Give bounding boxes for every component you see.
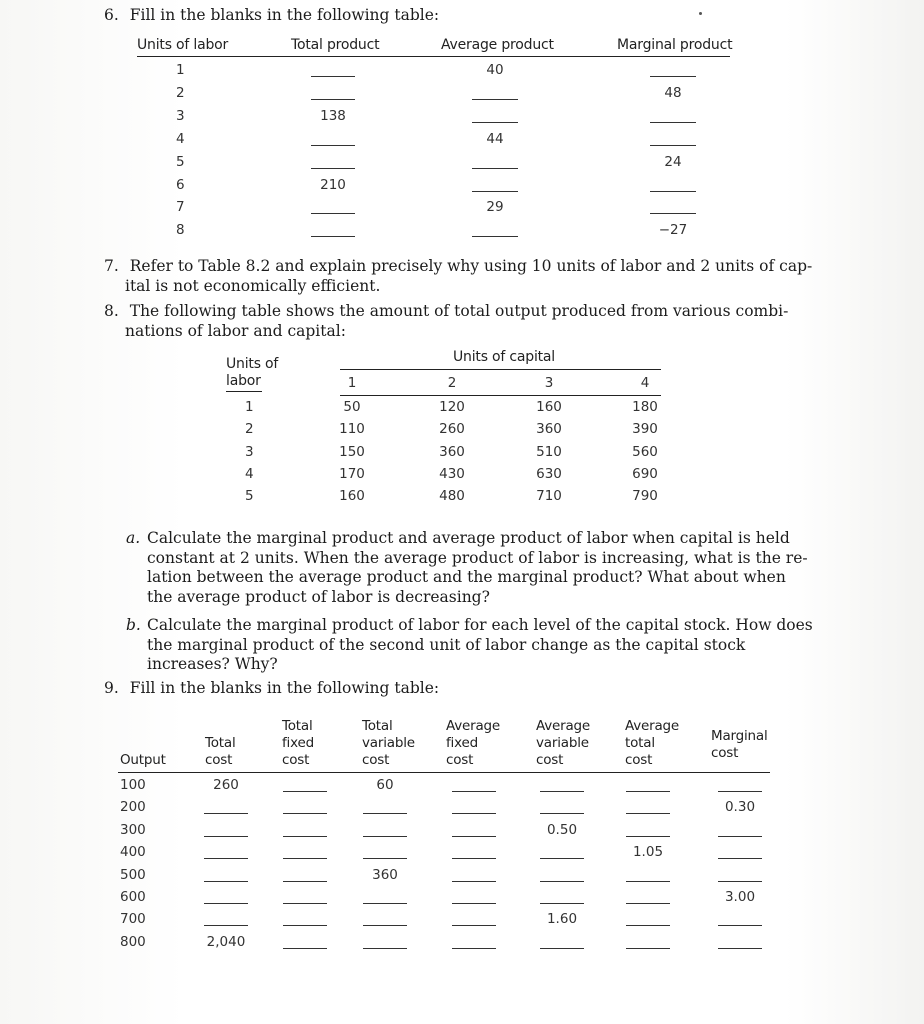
q8-output-cell: 170 bbox=[339, 465, 365, 482]
q9-average-total-cost-blank bbox=[626, 925, 670, 926]
q6-labor-cell: 2 bbox=[176, 84, 185, 101]
question-6-prompt bbox=[104, 5, 439, 25]
q9-total-fixed-cost-blank bbox=[283, 903, 327, 904]
q9-total-cost-blank bbox=[204, 881, 248, 882]
q6-average-cell: 44 bbox=[486, 130, 504, 147]
q8-column-rule bbox=[340, 395, 661, 396]
q9-total-variable-cost-blank bbox=[363, 836, 407, 837]
q9-total-fixed-cost-blank bbox=[283, 858, 327, 859]
question-8b-line: the marginal product of the second unit of labor change as the capital stock bbox=[147, 635, 746, 654]
q9-output-cell: 300 bbox=[120, 821, 146, 838]
q6-marginal-cell: 48 bbox=[664, 84, 682, 101]
question-8b-line: Calculate the marginal product of labor for each level of the capital stock. How does bbox=[147, 616, 813, 634]
q9-average-fixed-cost-blank bbox=[452, 925, 496, 926]
q9-header-total-fixed-cost: fixed bbox=[282, 735, 314, 751]
q8-labor-rule bbox=[226, 391, 262, 392]
q9-marginal-cost-blank bbox=[718, 836, 762, 837]
q9-header-total-cost: Total bbox=[205, 735, 236, 751]
q9-total-fixed-cost-blank bbox=[283, 836, 327, 837]
q6-average-blank bbox=[472, 122, 518, 123]
q6-labor-cell: 7 bbox=[176, 199, 185, 216]
q8-header-units-of: Units of bbox=[226, 356, 279, 372]
q6-total-blank bbox=[311, 213, 355, 214]
q9-total-variable-cost-blank bbox=[363, 948, 407, 949]
question-7-prompt bbox=[104, 256, 812, 276]
q9-average-fixed-cost-blank bbox=[452, 903, 496, 904]
q9-total-cost-blank bbox=[204, 858, 248, 859]
q9-header-average-total-cost: total bbox=[625, 735, 655, 751]
q9-average-fixed-cost-blank bbox=[452, 881, 496, 882]
q9-header-average-total-cost: Average bbox=[625, 718, 680, 734]
q8-capital-column-header: 1 bbox=[347, 375, 357, 391]
question-8a-line: the average product of labor is decreasing? bbox=[147, 587, 490, 606]
q6-labor-cell: 3 bbox=[176, 107, 185, 124]
q9-header-average-total-cost: cost bbox=[625, 752, 653, 768]
q8-header-units-of-capital: Units of capital bbox=[453, 349, 555, 365]
q9-average-variable-cost-blank bbox=[540, 791, 584, 792]
q6-average-blank bbox=[472, 236, 518, 237]
q6-labor-cell: 6 bbox=[176, 176, 185, 193]
question-9-text: Fill in the blanks in the following table: bbox=[129, 679, 440, 697]
q9-average-variable-cost-cell: 0.50 bbox=[546, 821, 578, 838]
q9-header-average-fixed-cost: cost bbox=[446, 752, 474, 768]
q9-output-cell: 700 bbox=[120, 911, 146, 928]
q9-marginal-cost-blank bbox=[718, 881, 762, 882]
q6-total-blank bbox=[311, 168, 355, 169]
q8-labor-cell: 5 bbox=[245, 488, 254, 505]
q9-average-total-cost-blank bbox=[626, 948, 670, 949]
q9-header-marginal-cost: cost bbox=[711, 745, 739, 761]
q9-total-fixed-cost-blank bbox=[283, 881, 327, 882]
q9-marginal-cost-blank bbox=[718, 925, 762, 926]
q9-average-total-cost-blank bbox=[626, 791, 670, 792]
q8-labor-cell: 4 bbox=[245, 465, 254, 482]
q6-total-blank bbox=[311, 99, 355, 100]
page-speck bbox=[699, 12, 702, 15]
question-8a-line: constant at 2 units. When the average product of labor is increasing, what is the re- bbox=[147, 548, 808, 567]
q8-capital-column-header: 4 bbox=[640, 375, 650, 391]
q9-total-variable-cost-blank bbox=[363, 813, 407, 814]
q8-output-cell: 180 bbox=[632, 399, 658, 415]
q6-header-rule bbox=[137, 56, 730, 57]
q9-marginal-cost-blank bbox=[718, 791, 762, 792]
q8-output-cell: 110 bbox=[339, 421, 365, 438]
question-8b-label: b. bbox=[126, 616, 141, 634]
q9-average-total-cost-blank bbox=[626, 836, 670, 837]
q6-average-cell: 29 bbox=[486, 199, 504, 216]
q8-output-cell: 430 bbox=[439, 465, 465, 482]
q8-output-cell: 480 bbox=[439, 488, 465, 505]
q9-total-variable-cost-blank bbox=[363, 903, 407, 904]
q6-average-blank bbox=[472, 99, 518, 100]
q9-average-variable-cost-blank bbox=[540, 903, 584, 904]
question-8a-label: a. bbox=[126, 529, 141, 547]
question-8a-line: lation between the average product and the marginal product? What about when bbox=[147, 568, 786, 586]
question-8-line-1: The following table shows the amount of total output produced from various combi- bbox=[129, 302, 789, 320]
q9-header-total-variable-cost: Total bbox=[362, 718, 393, 734]
q8-output-cell: 790 bbox=[632, 488, 658, 505]
question-8b-line: increases? Why? bbox=[147, 655, 278, 673]
question-7-number: 7. bbox=[104, 257, 119, 275]
q8-output-cell: 710 bbox=[536, 488, 562, 505]
q9-header-average-variable-cost: cost bbox=[536, 752, 564, 768]
question-7-line-1: Refer to Table 8.2 and explain precisely why using 10 units of labor and 2 units of cap- bbox=[129, 257, 813, 275]
q6-labor-cell: 1 bbox=[176, 62, 185, 78]
q8-output-cell: 50 bbox=[343, 399, 361, 415]
question-9-number: 9. bbox=[104, 679, 119, 697]
q6-marginal-cell: 24 bbox=[664, 153, 682, 170]
q9-average-total-cost-blank bbox=[626, 881, 670, 882]
q6-header-units-of-labor: Units of labor bbox=[137, 37, 229, 53]
q9-marginal-cost-blank bbox=[718, 948, 762, 949]
q6-labor-cell: 4 bbox=[176, 130, 185, 147]
q9-header-average-fixed-cost: fixed bbox=[446, 735, 478, 751]
q6-marginal-blank bbox=[650, 76, 696, 77]
q8-labor-cell: 1 bbox=[245, 399, 254, 415]
q9-average-variable-cost-blank bbox=[540, 881, 584, 882]
q8-header-labor: labor bbox=[226, 373, 261, 389]
question-8-line-2: nations of labor and capital: bbox=[125, 322, 346, 340]
q9-average-fixed-cost-blank bbox=[452, 836, 496, 837]
q9-marginal-cost-cell: 3.00 bbox=[724, 889, 756, 905]
q9-average-total-cost-blank bbox=[626, 813, 670, 814]
q6-labor-cell: 5 bbox=[176, 153, 185, 170]
q9-average-variable-cost-blank bbox=[540, 858, 584, 859]
q9-average-fixed-cost-blank bbox=[452, 813, 496, 814]
question-8-prompt bbox=[104, 301, 788, 321]
q6-header-average-product: Average product bbox=[441, 37, 554, 53]
q9-average-fixed-cost-blank bbox=[452, 948, 496, 949]
q8-output-cell: 260 bbox=[439, 421, 465, 438]
q9-total-cost-blank bbox=[204, 925, 248, 926]
q6-marginal-blank bbox=[650, 145, 696, 146]
q9-header-total-variable-cost: cost bbox=[362, 752, 390, 768]
q9-average-variable-cost-blank bbox=[540, 948, 584, 949]
question-6-text: Fill in the blanks in the following table: bbox=[129, 6, 440, 24]
q9-output-cell: 800 bbox=[120, 933, 146, 950]
q8-labor-cell: 3 bbox=[245, 443, 254, 460]
q6-total-blank bbox=[311, 236, 355, 237]
q9-total-cost-cell: 2,040 bbox=[206, 933, 246, 950]
q9-total-variable-cost-cell: 360 bbox=[372, 866, 398, 883]
q9-header-total-cost: cost bbox=[205, 752, 233, 768]
q9-header-total-fixed-cost: cost bbox=[282, 752, 310, 768]
q9-marginal-cost-blank bbox=[718, 858, 762, 859]
q6-average-cell: 40 bbox=[486, 62, 504, 78]
q9-average-variable-cost-blank bbox=[540, 813, 584, 814]
q6-total-blank bbox=[311, 76, 355, 77]
q8-labor-cell: 2 bbox=[245, 421, 254, 438]
question-6-number: 6. bbox=[104, 6, 119, 24]
q6-marginal-blank bbox=[650, 122, 696, 123]
q8-output-cell: 560 bbox=[632, 443, 658, 460]
q8-capital-rule bbox=[340, 369, 661, 370]
q8-output-cell: 630 bbox=[536, 465, 562, 482]
q6-marginal-blank bbox=[650, 213, 696, 214]
question-7-line-2: ital is not economically efficient. bbox=[125, 277, 381, 295]
q9-total-fixed-cost-blank bbox=[283, 948, 327, 949]
q9-average-variable-cost-cell: 1.60 bbox=[546, 911, 578, 928]
q8-output-cell: 120 bbox=[439, 399, 465, 415]
q8-output-cell: 690 bbox=[632, 465, 658, 482]
q9-header-average-variable-cost: variable bbox=[536, 735, 589, 751]
question-8a-line: Calculate the marginal product and average product of labor when capital is held bbox=[147, 529, 790, 547]
q9-output-cell: 200 bbox=[120, 799, 146, 816]
q8-capital-column-header: 3 bbox=[544, 375, 554, 391]
q9-output-cell: 400 bbox=[120, 844, 146, 861]
q6-average-blank bbox=[472, 191, 518, 192]
question-9-prompt bbox=[104, 678, 439, 698]
q9-total-variable-cost-cell: 60 bbox=[376, 777, 394, 793]
q6-average-blank bbox=[472, 168, 518, 169]
q9-average-fixed-cost-blank bbox=[452, 791, 496, 792]
q6-header-total-product: Total product bbox=[291, 37, 380, 53]
q9-total-cost-blank bbox=[204, 903, 248, 904]
q6-total-blank bbox=[311, 145, 355, 146]
q6-labor-cell: 8 bbox=[176, 222, 185, 239]
q9-header-marginal-cost: Marginal bbox=[711, 728, 768, 744]
q9-header-average-fixed-cost: Average bbox=[446, 718, 501, 734]
q8-capital-column-header: 2 bbox=[447, 375, 457, 391]
q6-total-cell: 138 bbox=[320, 107, 346, 124]
q6-header-marginal-product: Marginal product bbox=[617, 37, 733, 53]
q9-average-total-cost-cell: 1.05 bbox=[632, 844, 664, 861]
q9-header-total-variable-cost: variable bbox=[362, 735, 415, 751]
q9-output-cell: 100 bbox=[120, 777, 146, 793]
q6-marginal-blank bbox=[650, 191, 696, 192]
q8-output-cell: 360 bbox=[536, 421, 562, 438]
q9-total-cost-cell: 260 bbox=[213, 777, 239, 793]
q9-average-total-cost-blank bbox=[626, 903, 670, 904]
q9-output-cell: 600 bbox=[120, 889, 146, 905]
q9-average-fixed-cost-blank bbox=[452, 858, 496, 859]
q8-output-cell: 390 bbox=[632, 421, 658, 438]
q9-header-average-variable-cost: Average bbox=[536, 718, 591, 734]
q8-output-cell: 510 bbox=[536, 443, 562, 460]
q9-total-fixed-cost-blank bbox=[283, 791, 327, 792]
q9-output-cell: 500 bbox=[120, 866, 146, 883]
q6-total-cell: 210 bbox=[320, 176, 346, 193]
q8-output-cell: 160 bbox=[536, 399, 562, 415]
q9-total-cost-blank bbox=[204, 813, 248, 814]
q8-output-cell: 160 bbox=[339, 488, 365, 505]
q8-output-cell: 360 bbox=[439, 443, 465, 460]
question-8-number: 8. bbox=[104, 302, 119, 320]
q8-output-cell: 150 bbox=[339, 443, 365, 460]
q9-total-variable-cost-blank bbox=[363, 858, 407, 859]
q9-header-total-fixed-cost: Total bbox=[282, 718, 313, 734]
q9-total-cost-blank bbox=[204, 836, 248, 837]
q9-header-rule bbox=[118, 772, 770, 773]
q9-marginal-cost-cell: 0.30 bbox=[724, 799, 756, 816]
q9-total-fixed-cost-blank bbox=[283, 925, 327, 926]
q9-total-fixed-cost-blank bbox=[283, 813, 327, 814]
q6-marginal-cell: −27 bbox=[658, 222, 688, 239]
q9-total-variable-cost-blank bbox=[363, 925, 407, 926]
q9-header-output: Output bbox=[120, 752, 166, 768]
